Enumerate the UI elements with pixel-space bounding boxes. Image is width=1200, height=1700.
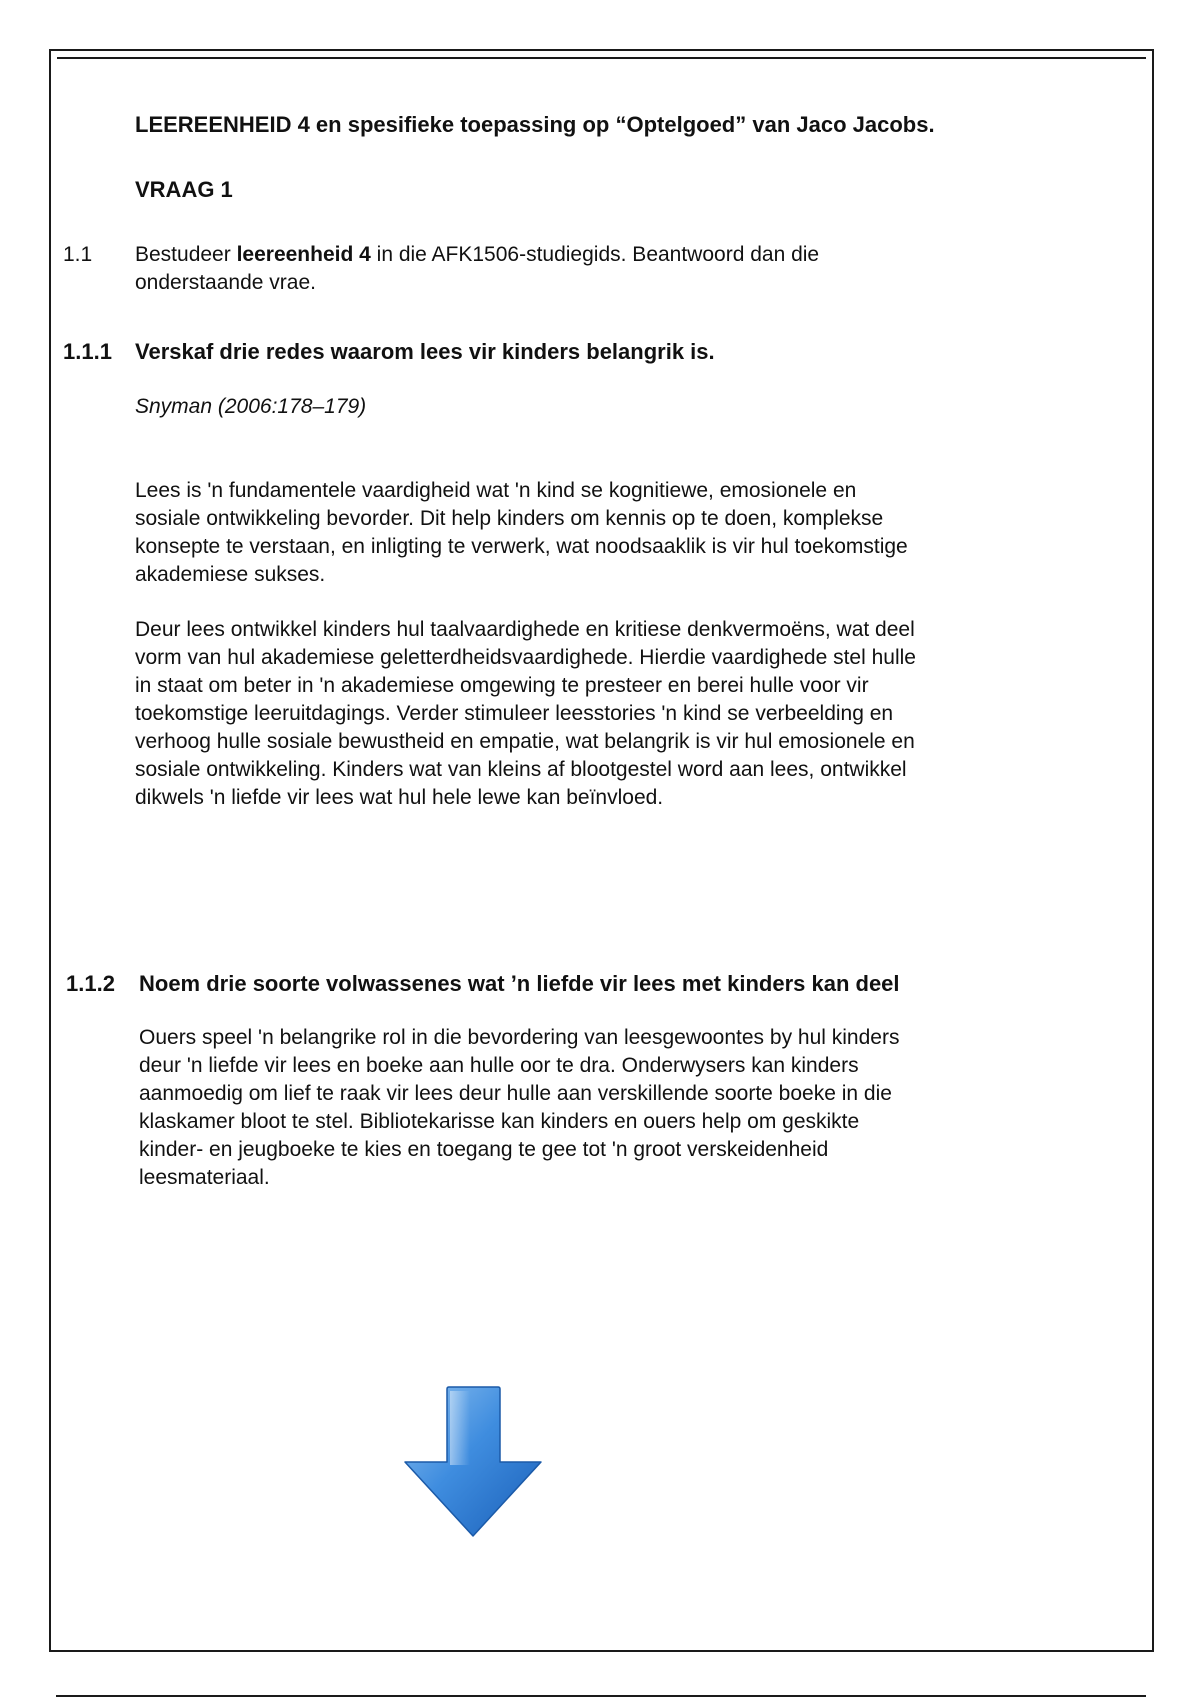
citation: Snyman (2006:178–179) — [135, 395, 367, 418]
answer-p3-line: aanmoedig om lief te raak vir lees deur hulle aan verskillende soorte boeke in die — [139, 1082, 892, 1105]
answer-p2-line: verhoog hulle sosiale bewustheid en empatie, wat belangrik is vir hul emosionele en — [135, 730, 915, 753]
answer-paragraph-2 — [135, 616, 1095, 812]
question-number-1-1-2: 1.1.2 — [66, 971, 115, 996]
question-number-1-1: 1.1 — [63, 243, 93, 266]
answer-p3-line: klaskamer bloot te stel. Bibliotekarisse kan kinders en ouers help om geskikte — [139, 1110, 860, 1133]
bottom-rule — [56, 1695, 1146, 1697]
answer-p1-line: akademiese sukses. — [135, 563, 326, 586]
answer-p2-line: vorm van hul akademiese geletterdheidsvaardighede. Hierdie vaardighede stel hulle — [135, 646, 916, 669]
answer-p2-line: in staat om beter in 'n akademiese omgewing te presteer en berei hulle voor vir — [135, 674, 869, 697]
answer-p3-line: leesmateriaal. — [139, 1166, 270, 1189]
question-heading: VRAAG 1 — [135, 177, 233, 202]
answer-p2-line: Deur lees ontwikkel kinders hul taalvaardighede en kritiese denkvermoëns, wat deel — [135, 618, 915, 641]
answer-p2-line: toekomstige leeruitdagings. Verder stimuleer leesstories 'n kind se verbeelding en — [135, 702, 894, 725]
answer-p1-line: konsepte te verstaan, en inligting te verwerk, wat noodsaaklik is vir hul toekomstige — [135, 535, 908, 558]
answer-p2-line: sosiale ontwikkeling. Kinders wat van kleins af blootgestel word aan lees, ontwikkel — [135, 758, 907, 781]
top-rule — [57, 57, 1146, 59]
answer-p3-line: Ouers speel 'n belangrike rol in die bevordering van leesgewoontes by hul kinders — [139, 1026, 900, 1049]
question-1-1-2-heading: Noem drie soorte volwassenes wat ’n liefde vir lees met kinders kan deel — [139, 971, 900, 996]
question-1-1-text-line2: onderstaande vrae. — [135, 271, 316, 294]
answer-p3-line: kinder- en jeugboeke te kies en toegang te gee tot 'n groot verskeidenheid — [139, 1138, 829, 1161]
answer-p2-line: dikwels 'n liefde vir lees wat hul hele lewe kan beïnvloed. — [135, 786, 664, 809]
answer-p1-line: sosiale ontwikkeling bevorder. Dit help kinders om kennis op te doen, komplekse — [135, 507, 884, 530]
question-1-1-text — [135, 241, 1035, 297]
question-number-1-1-1: 1.1.1 — [63, 339, 112, 364]
question-1-1-text-after: in die AFK1506-studiegids. Beantwoord dan die — [370, 243, 820, 266]
answer-paragraph-1 — [135, 477, 1095, 589]
document-title: LEEREENHEID 4 en spesifieke toepassing op “Optelgoed” van Jaco Jacobs. — [135, 112, 935, 137]
question-1-1-1-heading: Verskaf drie redes waarom lees vir kinders belangrik is. — [135, 339, 715, 364]
answer-p3-line: deur 'n liefde vir lees en boeke aan hulle oor te dra. Onderwysers kan kinders — [139, 1054, 859, 1077]
down-arrow-icon — [400, 1385, 550, 1540]
question-1-1-text-bold: leereenheid 4 — [236, 243, 371, 266]
answer-p1-line: Lees is 'n fundamentele vaardigheid wat 'n kind se kognitiewe, emosionele en — [135, 479, 857, 502]
answer-paragraph-3 — [139, 1024, 1099, 1192]
question-1-1-text-before: Bestudeer — [135, 243, 237, 266]
